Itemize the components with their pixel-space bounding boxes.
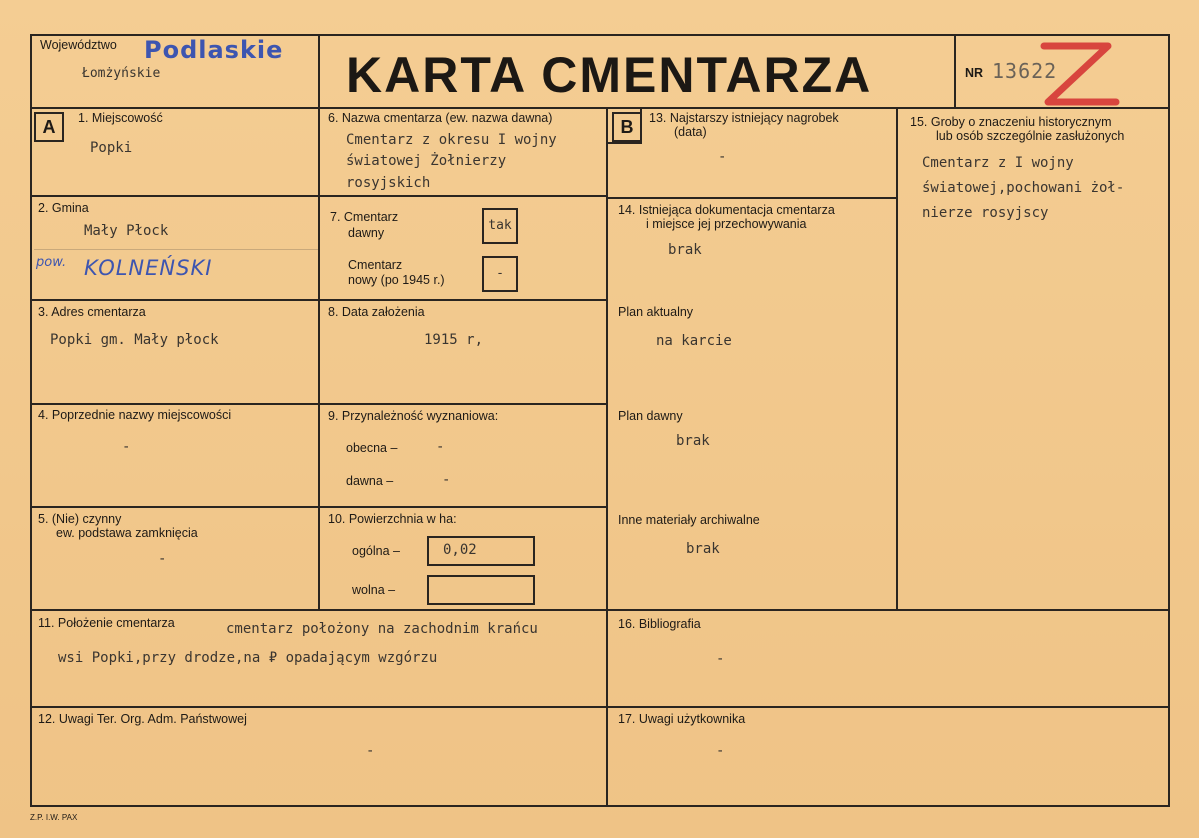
other-materials-label: Inne materiały archiwalne xyxy=(618,513,760,527)
field-12-label: 12. Uwagi Ter. Org. Adm. Państwowej xyxy=(38,712,247,726)
plan-current-label: Plan aktualny xyxy=(618,305,694,319)
plan-current-value: na karcie xyxy=(656,333,732,349)
section-a-marker: A xyxy=(34,112,64,142)
field-1-value: Popki xyxy=(90,140,133,156)
field-15-label-line2: lub osób szczególnie zasłużonych xyxy=(936,129,1125,143)
row-line xyxy=(30,609,1170,611)
faint-line xyxy=(34,249,318,250)
frame-left xyxy=(30,34,32,807)
plan-old-value: brak xyxy=(676,433,710,449)
other-materials-value: brak xyxy=(686,541,720,557)
field-7-new-value: - xyxy=(496,266,504,281)
field-5-value: - xyxy=(158,551,167,567)
row-line xyxy=(30,299,320,301)
header-divider-nr xyxy=(954,34,956,109)
field-11-value-line2: wsi Popki,przy drodze,na ₽ opadającym wzgórzu xyxy=(58,650,438,666)
field-6-value-line2: światowej Żołnierzy xyxy=(346,153,507,169)
row-line xyxy=(318,403,608,405)
voivodeship-old-value: Łomżyńskie xyxy=(82,66,161,81)
field-15-value-line2: światowej,pochowani żoł- xyxy=(922,180,1125,196)
field-5-label-line2: ew. podstawa zamknięcia xyxy=(56,526,198,540)
printer-imprint: Z.P. I.W. PAX xyxy=(30,813,78,822)
field-9-label: 9. Przynależność wyznaniowa: xyxy=(328,409,499,423)
field-2-value: Mały Płock xyxy=(84,223,169,239)
field-16-label: 16. Bibliografia xyxy=(618,617,701,631)
field-6-label: 6. Nazwa cmentarza (ew. nazwa dawna) xyxy=(328,111,553,125)
field-7-old-value: tak xyxy=(488,218,512,233)
field-14-label-line2: i miejsce jej przechowywania xyxy=(646,217,807,231)
row-line xyxy=(318,506,608,508)
district-prefix: pow. xyxy=(36,255,67,270)
field-16-value: - xyxy=(716,651,725,667)
field-3-value: Popki gm. Mały płock xyxy=(50,332,219,348)
field-7-old-box xyxy=(482,208,518,244)
field-2-label: 2. Gmina xyxy=(38,201,89,215)
field-10-label: 10. Powierzchnia w ha: xyxy=(328,512,457,526)
field-9-current-label: obecna – xyxy=(346,441,398,455)
row-line xyxy=(30,403,320,405)
nr-value: 13622 xyxy=(992,59,1058,83)
field-13-value: - xyxy=(718,149,727,165)
col-divider-3 xyxy=(896,107,898,611)
field-1-label: 1. Miejscowość xyxy=(78,111,163,125)
field-11-label: 11. Położenie cmentarza xyxy=(38,616,175,630)
field-8-label: 8. Data założenia xyxy=(328,305,425,319)
field-13-label-line2: (data) xyxy=(674,125,707,139)
field-4-value: - xyxy=(122,439,131,455)
field-15-value-line3: nierze rosyjscy xyxy=(922,205,1049,221)
field-10-free-box xyxy=(427,575,535,605)
plan-old-label: Plan dawny xyxy=(618,409,683,423)
col-divider-2 xyxy=(606,107,608,807)
field-12-value: - xyxy=(366,743,375,759)
row-line xyxy=(30,706,1170,708)
field-4-label: 4. Poprzednie nazwy miejscowości xyxy=(38,408,232,422)
section-b-marker: B xyxy=(612,112,642,142)
row-line xyxy=(30,195,320,197)
voivodeship-stamp: Podlaskie xyxy=(144,36,284,64)
field-10-total-label: ogólna – xyxy=(352,544,400,558)
row-line xyxy=(318,195,608,197)
col-divider-1 xyxy=(318,34,320,610)
field-17-value: - xyxy=(716,743,725,759)
field-14-label-line1: 14. Istniejąca dokumentacja cmentarza xyxy=(618,203,835,217)
field-8-value: 1915 r, xyxy=(424,332,484,348)
frame-bottom xyxy=(30,805,1170,807)
field-9-current-value: - xyxy=(436,439,445,455)
field-14-value: brak xyxy=(668,242,702,258)
district-value: KOLNEŃSKI xyxy=(84,256,213,280)
field-9-former-label: dawna – xyxy=(346,474,394,488)
section-b-tab-bottom xyxy=(606,142,642,144)
row-line xyxy=(318,299,608,301)
field-9-former-value: - xyxy=(442,472,451,488)
field-3-label: 3. Adres cmentarza xyxy=(38,305,146,319)
field-5-label-line1: 5. (Nie) czynny xyxy=(38,512,122,526)
voivodeship-label: Województwo xyxy=(40,38,117,52)
field-7-old-label-line1: 7. Cmentarz xyxy=(330,210,399,224)
field-10-free-label: wolna – xyxy=(352,583,396,597)
field-6-value-line1: Cmentarz z okresu I wojny xyxy=(346,132,557,148)
field-15-label-line1: 15. Groby o znaczeniu historycznym xyxy=(910,115,1112,129)
field-13-label-line1: 13. Najstarszy istniejący nagrobek xyxy=(649,111,839,125)
page-title: KARTA CMENTARZA xyxy=(346,47,873,103)
field-10-total-value: 0,02 xyxy=(443,542,477,558)
field-7-old-label-line2: dawny xyxy=(348,226,385,240)
field-6-value-line3: rosyjskich xyxy=(346,175,431,191)
field-17-label: 17. Uwagi użytkownika xyxy=(618,712,746,726)
field-7-new-box xyxy=(482,256,518,292)
field-7-new-label-line1: Cmentarz xyxy=(348,258,403,272)
field-15-value-line1: Cmentarz z I wojny xyxy=(922,155,1074,171)
row-line xyxy=(30,506,320,508)
section-b-tab-side xyxy=(640,108,642,144)
field-11-value-line1: cmentarz położony na zachodnim krańcu xyxy=(226,621,538,637)
header-bottom xyxy=(30,107,1170,109)
field-7-new-label-line2: nowy (po 1945 r.) xyxy=(348,273,445,287)
row-line xyxy=(606,197,898,199)
red-z-mark-icon xyxy=(1038,40,1120,110)
nr-label: NR xyxy=(965,66,984,80)
field-10-total-box xyxy=(427,536,535,566)
frame-right xyxy=(1168,34,1170,807)
